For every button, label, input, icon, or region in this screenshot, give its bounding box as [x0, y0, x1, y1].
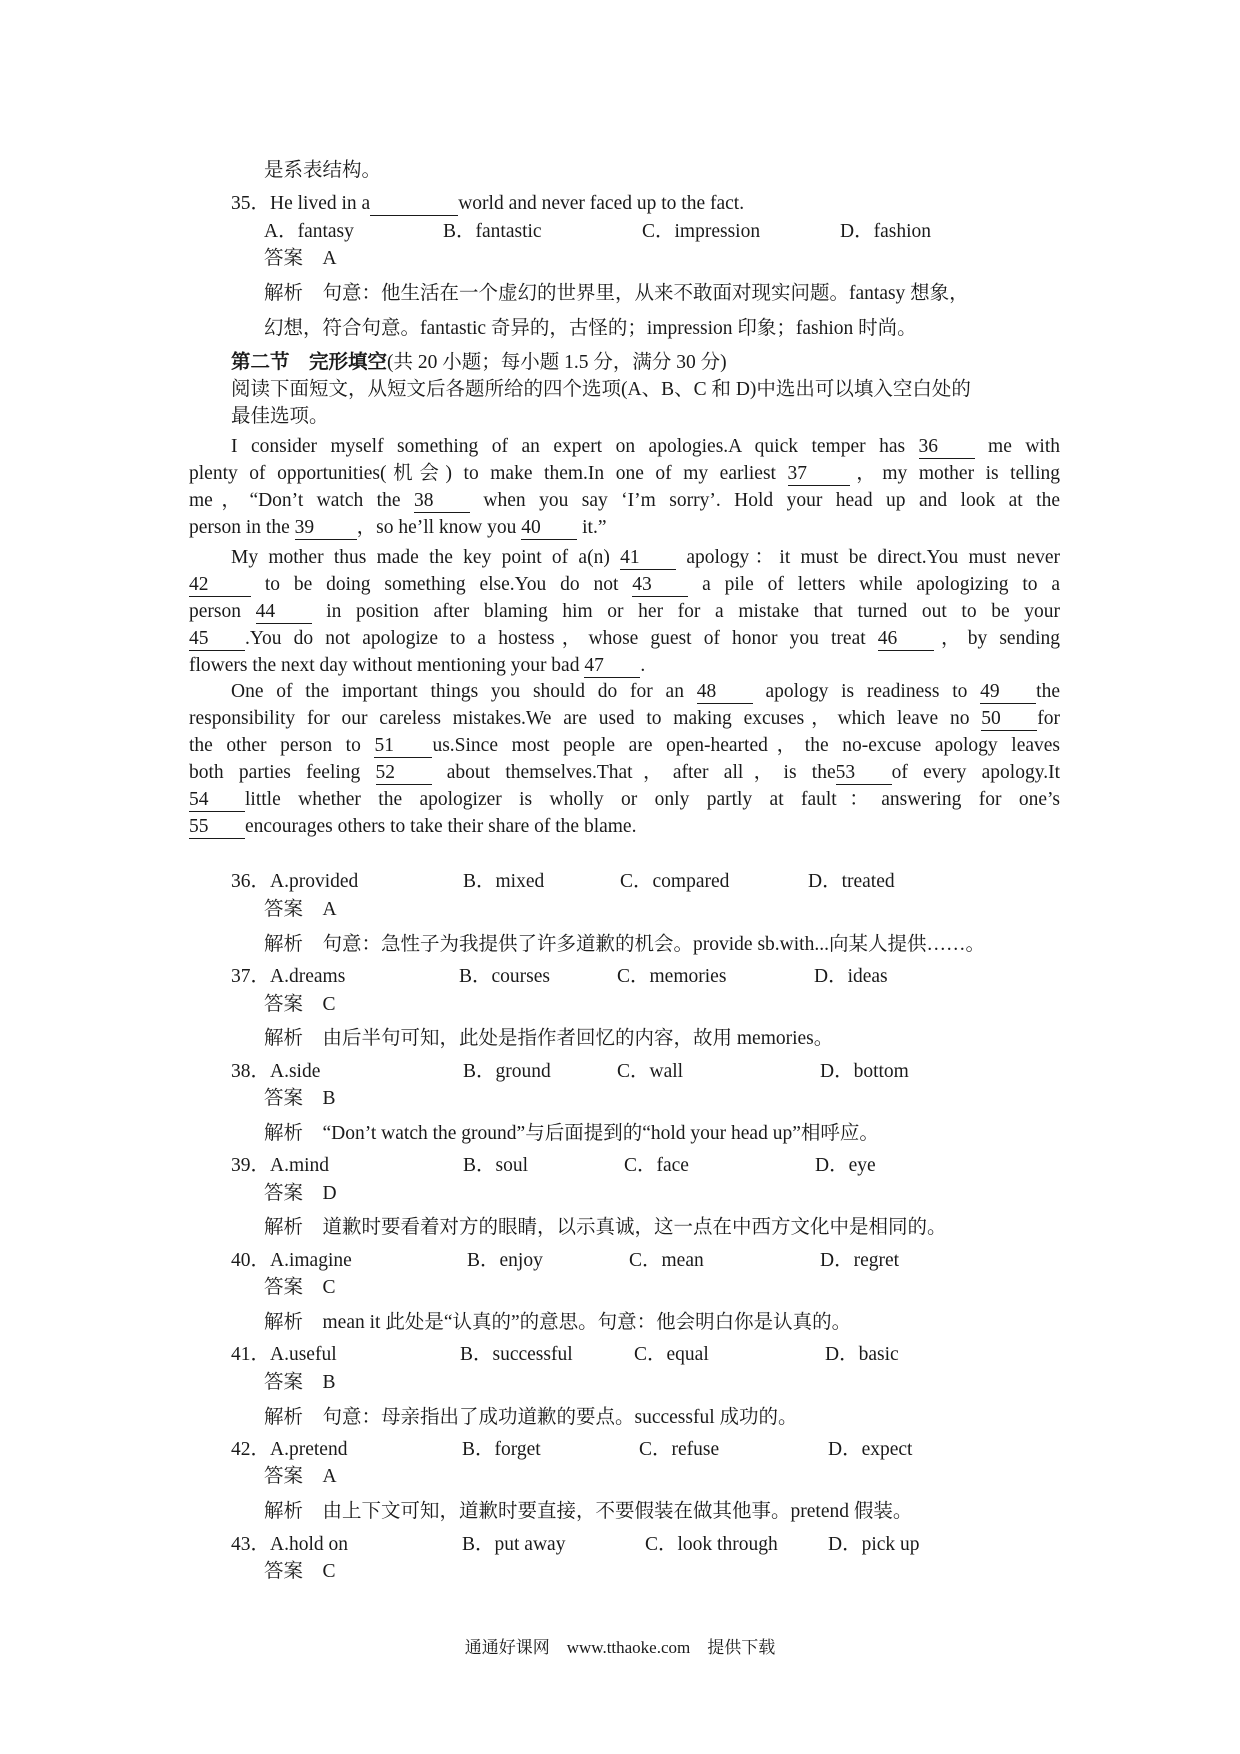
option-d: D．treated [808, 871, 895, 892]
question-35-stem [231, 191, 744, 217]
question-36-analysis: 解析 句意：急性子为我提供了许多道歉的机会。provide sb.with...向某人提供……。 [264, 934, 985, 955]
passage-line: I consider myself something of an expert on apologies.A quick temper has 36 me with [231, 436, 1060, 457]
section-instruction-line2: 最佳选项。 [231, 406, 329, 427]
passage-paragraph-2 [189, 544, 1060, 679]
question-42-answer: 答案 A [264, 1466, 337, 1487]
question-number: 37． [231, 966, 271, 987]
question-35-options [0, 219, 1240, 245]
option-d: D．basic [825, 1344, 899, 1365]
question-41-options [231, 1342, 1031, 1368]
option-a: A.side [270, 1061, 321, 1082]
option-b: B．put away [462, 1534, 566, 1555]
option-a: A．fantasy [264, 221, 354, 242]
blank-55: 55 [189, 816, 245, 839]
blank-48: 48 [697, 681, 753, 704]
question-35-analysis-line2: 幻想，符合句意。fantastic 奇异的，古怪的；impression 印象；fashion 时尚。 [264, 318, 917, 339]
question-number: 42． [231, 1439, 271, 1460]
section-header [231, 350, 727, 376]
passage-line: My mother thus made the key point of a(n) 41 apology：it must be direct.You must never [231, 547, 1060, 568]
blank-41: 41 [620, 547, 676, 570]
passage-line: plenty of opportunities(机会) to make them.In one of my earliest 37 ，my mother is telling [189, 463, 1060, 484]
option-c: C．compared [620, 871, 730, 892]
question-39-answer: 答案 D [264, 1183, 337, 1204]
passage-line: me，“Don’t watch the 38 when you say ‘I’m sorry’. Hold your head up and look at the [189, 490, 1060, 511]
blank-43: 43 [632, 574, 688, 597]
passage-line: 42 to be doing something else.You do not 43 a pile of letters while apologizing to a [189, 574, 1061, 595]
passage-line: One of the important things you should do for an 48 apology is readiness to 49 the [231, 681, 1060, 702]
question-40-answer: 答案 C [264, 1277, 336, 1298]
passage-line: person in the 39 ，so he’ll know you 40 it.” [189, 517, 607, 538]
question-37-answer: 答案 C [264, 994, 336, 1015]
prev-analysis-tail: 是系表结构。 [264, 160, 382, 181]
passage-line: the other person to 51 us.Since most people are open-hearted，the no-excuse apology leaves [189, 735, 1060, 756]
page-footer: 通通好课网 www.tthaoke.com 提供下载 [464, 1638, 776, 1657]
stem-part-b: world and never faced up to the fact. [458, 193, 745, 214]
option-b: B．courses [459, 966, 550, 987]
option-d: D．expect [828, 1439, 913, 1460]
option-a: A.pretend [270, 1439, 348, 1460]
question-number: 40． [231, 1250, 271, 1271]
passage-line: person 44 in position after blaming him or her for a mistake that turned out to be your [189, 601, 1060, 622]
option-b: B．fantastic [443, 221, 542, 242]
question-number: 35． [231, 193, 271, 214]
option-c: C．face [624, 1155, 689, 1176]
section-points: (共 20 小题；每小题 1.5 分，满分 30 分) [387, 352, 727, 373]
question-38-answer: 答案 B [264, 1088, 336, 1109]
option-a: A.imagine [270, 1250, 352, 1271]
section-title: 第二节 完形填空 [231, 352, 388, 373]
passage-line: flowers the next day without mentioning your bad 47 . [189, 655, 646, 676]
option-b: B．mixed [463, 871, 545, 892]
blank-52: 52 [376, 762, 432, 785]
blank-37: 37 [788, 463, 850, 486]
option-d: D．regret [820, 1250, 900, 1271]
blank-54: 54 [189, 789, 245, 812]
option-c: C．refuse [639, 1439, 720, 1460]
option-b: B．ground [463, 1061, 551, 1082]
option-a: A.dreams [270, 966, 346, 987]
answer-blank [370, 193, 458, 216]
question-40-analysis: 解析 mean it 此处是“认真的”的意思。句意：他会明白你是认真的。 [264, 1312, 852, 1333]
question-43-options [231, 1532, 1031, 1558]
question-43-answer: 答案 C [264, 1561, 336, 1582]
question-number: 36． [231, 871, 271, 892]
blank-53: 53 [836, 762, 892, 785]
blank-42: 42 [189, 574, 251, 597]
question-38-analysis: 解析 “Don’t watch the ground”与后面提到的“hold your head up”相呼应。 [264, 1123, 879, 1144]
option-c: C．equal [634, 1344, 709, 1365]
passage-paragraph-1 [189, 433, 1060, 541]
option-c: C．mean [629, 1250, 704, 1271]
blank-38: 38 [414, 490, 470, 513]
question-number: 38． [231, 1061, 271, 1082]
passage-line: 45 .You do not apologize to a hostess，whose guest of honor you treat 46 ，by sending [189, 628, 1060, 649]
blank-39: 39 [295, 517, 357, 540]
blank-45: 45 [189, 628, 245, 651]
option-c: C．impression [642, 221, 761, 242]
option-b: B．soul [463, 1155, 529, 1176]
question-36-options [231, 869, 1031, 895]
option-c: C．memories [617, 966, 727, 987]
option-a: A.hold on [270, 1534, 349, 1555]
question-35-analysis-line1: 解析 句意：他生活在一个虚幻的世界里，从来不敢面对现实问题。fantasy 想象， [264, 283, 969, 304]
passage-paragraph-3 [189, 678, 1060, 840]
option-d: D．ideas [814, 966, 888, 987]
passage-line: responsibility for our careless mistakes.We are used to making excuses，which leave no 50 for [189, 708, 1060, 729]
blank-51: 51 [374, 735, 432, 758]
option-c: C．look through [645, 1534, 778, 1555]
question-38-options [231, 1059, 1031, 1085]
option-b: B．forget [462, 1439, 541, 1460]
passage-line: 55 encourages others to take their share of the blame. [189, 816, 637, 837]
blank-40: 40 [521, 517, 577, 540]
question-42-options [231, 1437, 1031, 1463]
blank-44: 44 [256, 601, 312, 624]
section-instruction-line1: 阅读下面短文，从短文后各题所给的四个选项(A、B、C 和 D)中选出可以填入空白处的 [231, 379, 971, 400]
question-37-analysis: 解析 由后半句可知，此处是指作者回忆的内容，故用 memories。 [264, 1028, 834, 1049]
blank-49: 49 [980, 681, 1036, 704]
stem-part-a: He lived in a [270, 193, 371, 214]
option-b: B．successful [460, 1344, 573, 1365]
option-d: D．bottom [820, 1061, 909, 1082]
option-a: A.provided [270, 871, 359, 892]
question-41-answer: 答案 B [264, 1372, 336, 1393]
question-number: 41． [231, 1344, 271, 1365]
option-d: D．eye [815, 1155, 876, 1176]
question-40-options [231, 1248, 1031, 1274]
question-36-answer: 答案 A [264, 899, 337, 920]
question-41-analysis: 解析 句意：母亲指出了成功道歉的要点。successful 成功的。 [264, 1407, 798, 1428]
option-a: A.useful [270, 1344, 337, 1365]
passage-line: 54 little whether the apologizer is wholly or only partly at fault：answering for one’s [189, 789, 1060, 810]
option-d: D．fashion [840, 221, 931, 242]
option-d: D．pick up [828, 1534, 920, 1555]
option-a: A.mind [270, 1155, 330, 1176]
question-39-analysis: 解析 道歉时要看着对方的眼睛，以示真诚，这一点在中西方文化中是相同的。 [264, 1217, 947, 1238]
blank-46: 46 [878, 628, 934, 651]
question-37-options [231, 964, 1031, 990]
question-39-options [231, 1153, 1031, 1179]
question-42-analysis: 解析 由上下文可知，道歉时要直接，不要假装在做其他事。pretend 假装。 [264, 1501, 913, 1522]
option-c: C．wall [617, 1061, 684, 1082]
question-number: 43． [231, 1534, 271, 1555]
option-b: B．enjoy [467, 1250, 543, 1271]
blank-47: 47 [584, 655, 640, 678]
question-number: 39． [231, 1155, 271, 1176]
passage-line: both parties feeling 52 about themselves.That，after all，is the53 of every apology.It [189, 762, 1060, 783]
blank-36: 36 [919, 436, 975, 459]
question-35-answer: 答案 A [264, 248, 337, 269]
blank-50: 50 [981, 708, 1037, 731]
